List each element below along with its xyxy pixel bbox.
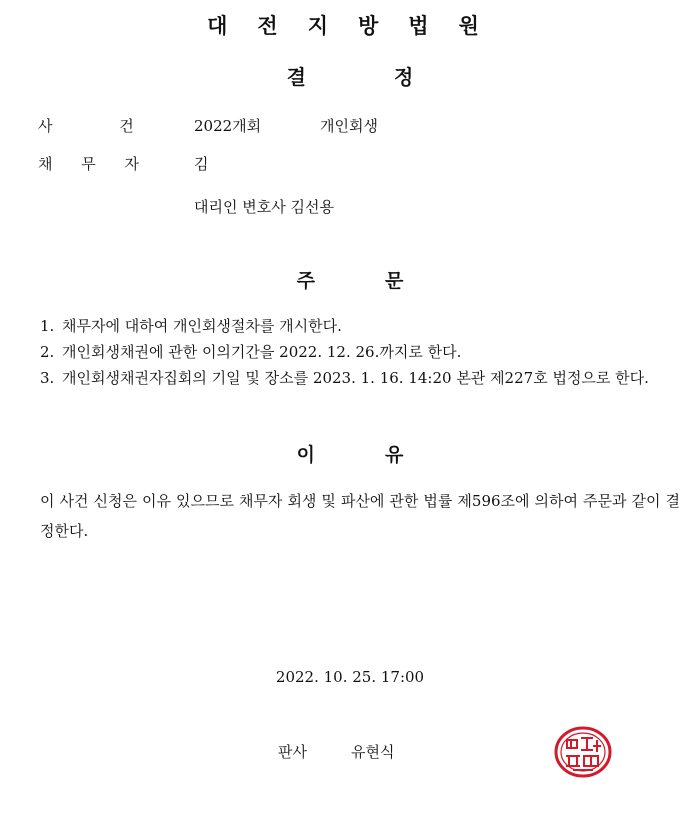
judge-name: 유현식	[350, 743, 395, 761]
case-label-text: 사 건	[38, 117, 134, 135]
document-type-left: 결	[286, 65, 306, 89]
order-item	[40, 339, 680, 365]
case-label	[38, 115, 134, 136]
order-item-number: 1.	[40, 317, 55, 335]
reason-text: 이 사건 신청은 이유 있으므로 채무자 회생 및 파산에 관한 법률 제596조에 의하여 주문과 같이 결정한다.	[40, 492, 680, 540]
court-name: 대전지방법원	[207, 13, 509, 38]
debtor-name: 김	[194, 155, 209, 173]
reason-heading-right: 유	[385, 444, 404, 466]
attorney-name: 대리인 변호사 김선용	[194, 198, 334, 216]
order-item-text: 채무자에 대하여 개인회생절차를 개시한다.	[62, 317, 342, 335]
decision-datetime: 2022. 10. 25. 17:00	[275, 668, 425, 686]
reason-heading-left: 이	[296, 444, 315, 466]
reason-heading	[0, 440, 700, 467]
order-heading-left: 주	[296, 270, 315, 292]
judge-signature-line	[278, 741, 394, 762]
order-item	[40, 365, 680, 391]
order-item-number: 2.	[40, 343, 55, 361]
court-seal-icon	[553, 726, 613, 778]
order-item	[40, 313, 680, 339]
debtor-label	[38, 153, 139, 174]
order-item-number: 3.	[40, 369, 55, 387]
order-item-text: 개인회생채권에 관한 이의기간을 2022. 12. 26.까지로 한다.	[62, 343, 462, 361]
case-number: 2022개회	[194, 117, 262, 135]
debtor-label-text: 채 무 자	[38, 155, 140, 173]
order-item-text: 개인회생채권자집회의 기일 및 장소를 2023. 1. 16. 14:20 본관 제227호 법정으로 한다.	[62, 369, 649, 387]
order-heading	[0, 266, 700, 293]
judge-title: 판사	[278, 743, 307, 761]
document-type-right: 정	[394, 65, 414, 89]
case-name: 개인회생	[320, 117, 378, 135]
order-heading-right: 문	[385, 270, 404, 292]
document-type-heading	[0, 61, 700, 90]
order-list	[40, 313, 680, 391]
